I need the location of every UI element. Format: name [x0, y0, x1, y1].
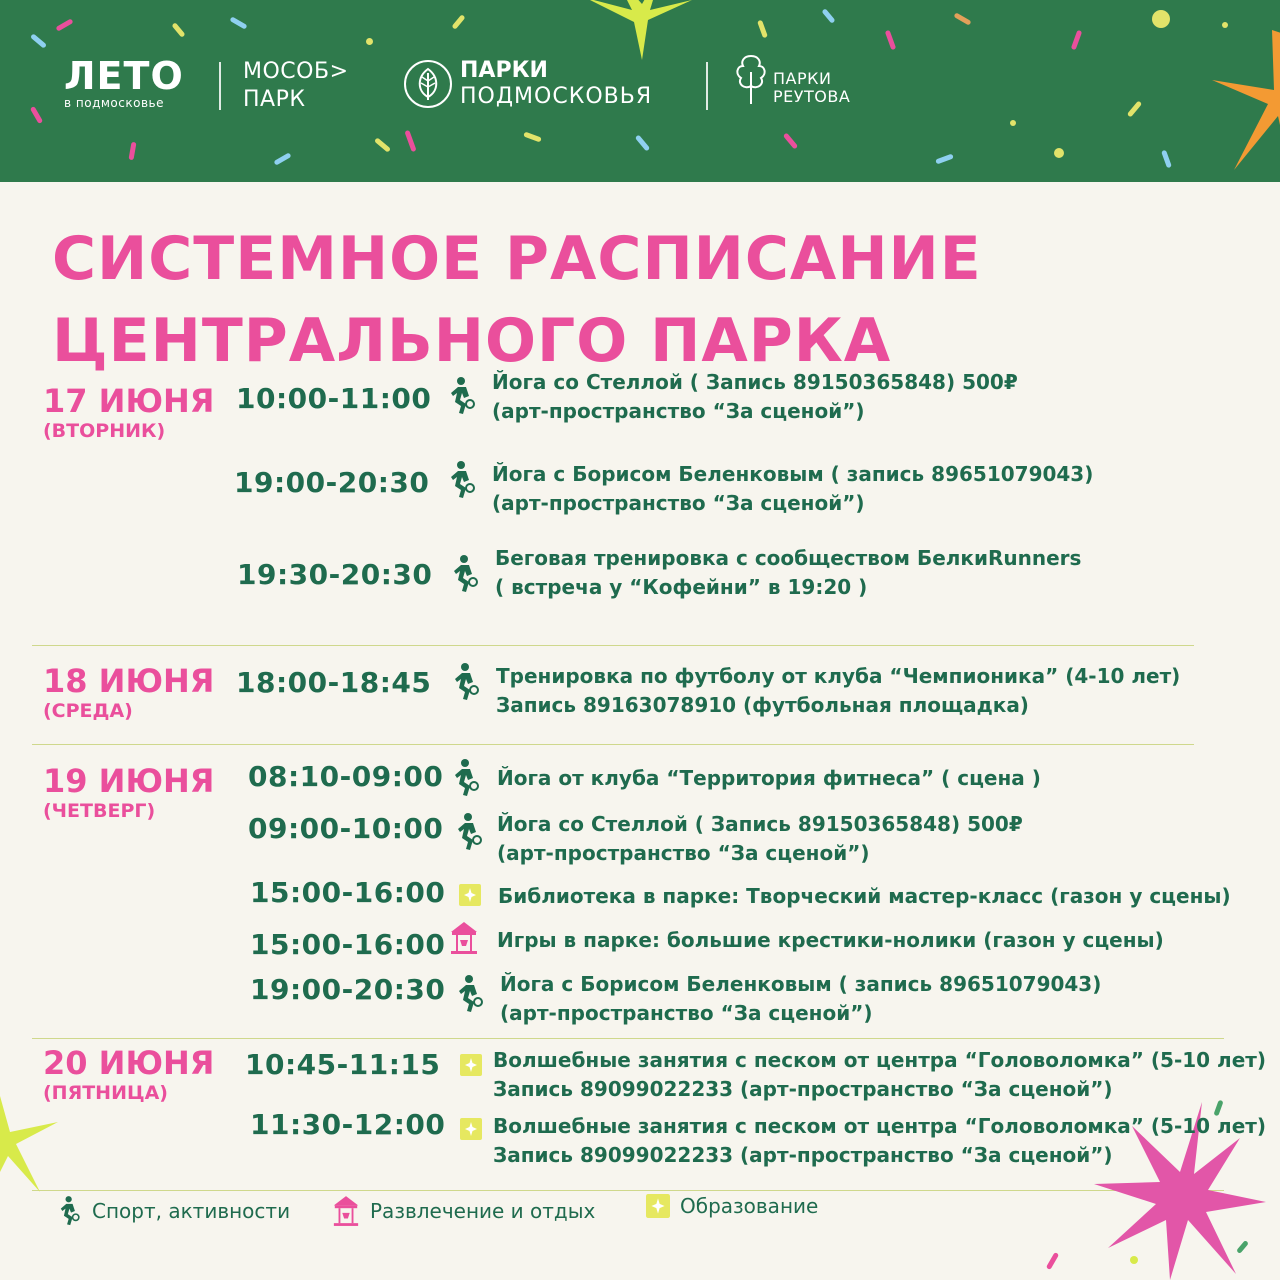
event-line1: Библиотека в парке: Творческий мастер-класс (газон у сцены) [498, 884, 1231, 908]
page-title [52, 218, 1052, 382]
sport-icon [453, 554, 481, 594]
confetti [953, 12, 971, 25]
event-time: 10:45-11:15 [245, 1048, 441, 1081]
event-description [500, 970, 1101, 1028]
confetti [171, 22, 185, 37]
confetti [1071, 30, 1083, 51]
logo-parki-podmoskovya [404, 58, 652, 110]
logo-reutov-line1: ПАРКИ [773, 69, 832, 88]
event-time: 15:00-16:00 [250, 876, 446, 909]
event-time: 18:00-18:45 [236, 666, 432, 699]
event-time: 19:00-20:30 [234, 466, 430, 499]
day-label [43, 664, 214, 722]
logo-leto [64, 56, 184, 110]
legend-label: Образование [680, 1194, 819, 1218]
logo-divider [219, 62, 221, 110]
sport-icon [60, 1194, 82, 1228]
event-line2: Запись 89163078910 (футбольная площадка) [496, 693, 1029, 717]
sport-icon [450, 460, 478, 500]
day-date: 20 ИЮНЯ [43, 1044, 215, 1082]
event-description [493, 1112, 1266, 1170]
leaf-icon [404, 60, 452, 108]
logo-mosobpark-line2: ПАРК [243, 87, 306, 112]
decorative-star [1212, 20, 1280, 180]
confetti [523, 132, 542, 143]
event-line1: Йога с Борисом Беленковым ( запись 89651079043) [492, 462, 1094, 486]
confetti [821, 8, 835, 23]
logo-mosobpark-line1: МОСОБ> [243, 59, 349, 84]
event-time: 15:00-16:00 [250, 928, 446, 961]
confetti [55, 18, 73, 31]
confetti [229, 16, 247, 29]
confetti [1010, 120, 1016, 126]
sport-icon [454, 758, 482, 798]
event-line2: (арт-пространство “За сценой”) [492, 399, 865, 423]
event-line2: (арт-пространство “За сценой”) [500, 1001, 873, 1025]
day-separator [32, 1190, 1224, 1191]
logo-mosobpark [243, 58, 349, 114]
event-line1: Тренировка по футболу от клуба “Чемпионика” (4-10 лет) [496, 664, 1181, 688]
event-line1: Игры в парке: большие крестики-нолики (газон у сцены) [497, 928, 1164, 952]
confetti [783, 132, 798, 149]
logo-reutov-line2: РЕУТОВА [773, 87, 851, 106]
event-line1: Йога с Борисом Беленковым ( запись 89651079043) [500, 972, 1102, 996]
event-line2: Запись 89099022233 (арт-пространство “За сценой”) [493, 1143, 1113, 1167]
event-description [492, 460, 1093, 518]
day-separator [32, 1038, 1224, 1039]
decorative-star [0, 1092, 64, 1196]
event-line1: Йога со Стеллой ( Запись 89150365848) 500₽ [492, 370, 1018, 394]
logo-parki-line1: ПАРКИ [460, 58, 548, 83]
confetti [757, 20, 768, 39]
header-banner [0, 0, 1280, 182]
event-time: 19:30-20:30 [237, 558, 433, 591]
day-label [43, 384, 214, 442]
tree-icon [733, 52, 769, 106]
confetti [1161, 150, 1172, 169]
legend-education [646, 1194, 818, 1218]
sport-icon [458, 974, 486, 1014]
day-date: 18 ИЮНЯ [43, 662, 215, 700]
confetti [885, 30, 897, 51]
event-line1: Йога от клуба “Территория фитнеса” ( сцена ) [497, 766, 1041, 790]
education-icon [459, 884, 481, 906]
day-weekday: (ПЯТНИЦА) [43, 1082, 168, 1104]
sport-icon [457, 812, 485, 852]
event-description [495, 544, 1081, 602]
sport-icon [450, 376, 478, 416]
day-weekday: (ЧЕТВЕРГ) [43, 800, 156, 822]
education-icon [646, 1194, 670, 1218]
event-line2: (арт-пространство “За сценой”) [497, 841, 870, 865]
confetti [451, 14, 465, 29]
event-time: 09:00-10:00 [248, 812, 444, 845]
event-line2: (арт-пространство “За сценой”) [492, 491, 865, 515]
event-time: 11:30-12:00 [250, 1108, 446, 1141]
confetti [1127, 100, 1142, 117]
confetti [366, 38, 373, 45]
legend-label: Спорт, активности [92, 1199, 291, 1223]
legend-entertainment [332, 1194, 595, 1228]
logo-divider [706, 62, 708, 110]
logo-leto-sub: в подмосковье [64, 96, 164, 110]
event-description [497, 926, 1164, 955]
confetti [273, 152, 291, 165]
confetti [30, 106, 43, 124]
sport-icon [454, 662, 482, 702]
day-label [43, 1046, 214, 1104]
event-time: 19:00-20:30 [250, 973, 446, 1006]
carousel-icon [332, 1194, 360, 1228]
event-time: 08:10-09:00 [248, 760, 444, 793]
event-description [497, 810, 1023, 868]
day-label [43, 764, 214, 822]
confetti [635, 134, 650, 151]
page-title-line2: ЦЕНТРАЛЬНОГО ПАРКА [52, 306, 892, 376]
event-line1: Беговая тренировка с сообществом БелкиRunners [495, 546, 1082, 570]
confetti [30, 33, 47, 48]
event-time: 10:00-11:00 [236, 382, 432, 415]
confetti [1130, 1256, 1138, 1264]
day-weekday: (СРЕДА) [43, 700, 133, 722]
carousel-icon [449, 920, 479, 956]
logo-parki-reutova [733, 52, 850, 106]
day-date: 17 ИЮНЯ [43, 382, 215, 420]
event-description [497, 764, 1041, 793]
day-separator [32, 645, 1194, 646]
confetti [1046, 1252, 1059, 1270]
day-date: 19 ИЮНЯ [43, 762, 215, 800]
legend-sport [60, 1194, 290, 1228]
event-line1: Йога со Стеллой ( Запись 89150365848) 500₽ [497, 812, 1023, 836]
confetti [935, 154, 954, 165]
logo-leto-main: ЛЕТО [64, 54, 184, 98]
event-description [493, 1046, 1266, 1104]
education-icon [460, 1118, 482, 1140]
event-line2: ( встреча у “Кофейни” в 19:20 ) [495, 575, 868, 599]
confetti [1152, 10, 1170, 28]
day-weekday: (ВТОРНИК) [43, 420, 166, 442]
confetti [128, 142, 136, 161]
event-description [498, 882, 1231, 911]
page-title-line1: СИСТЕМНОЕ РАСПИСАНИЕ [52, 224, 982, 294]
logo-parki-line2: ПОДМОСКОВЬЯ [460, 84, 653, 109]
event-line2: Запись 89099022233 (арт-пространство “За сценой”) [493, 1077, 1113, 1101]
event-line1: Волшебные занятия с песком от центра “Головоломка” (5-10 лет) [493, 1048, 1266, 1072]
event-line1: Волшебные занятия с песком от центра “Головоломка” (5-10 лет) [493, 1114, 1266, 1138]
education-icon [460, 1054, 482, 1076]
confetti [404, 130, 416, 152]
confetti [1054, 148, 1064, 158]
day-separator [32, 744, 1194, 745]
event-description [496, 662, 1180, 720]
confetti [374, 137, 391, 152]
event-description [492, 368, 1018, 426]
legend-label: Развлечение и отдых [370, 1199, 596, 1223]
